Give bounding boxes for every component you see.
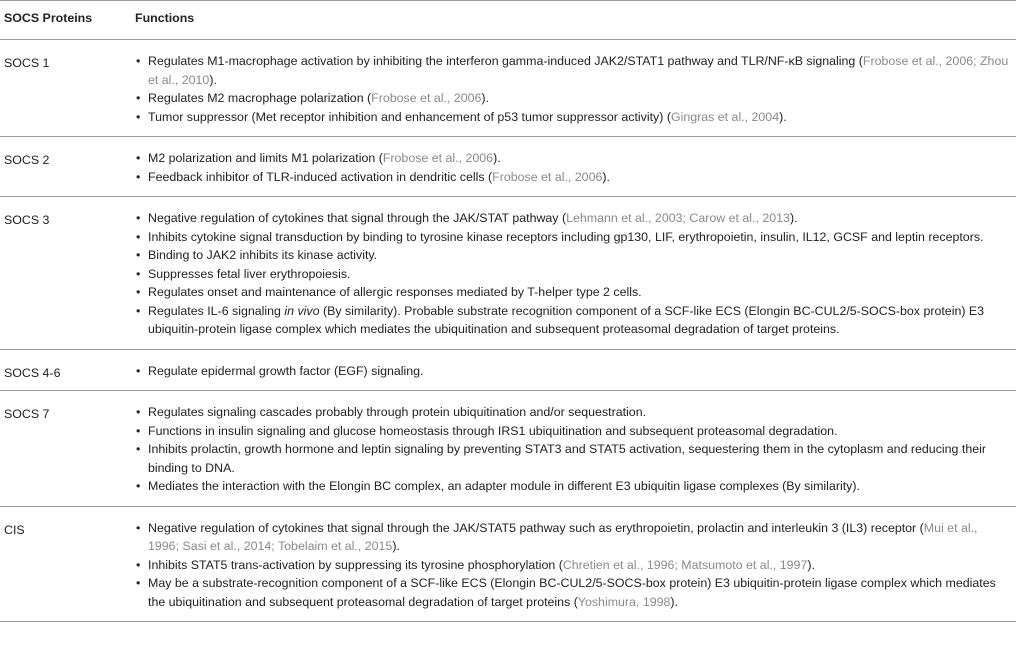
- table-row: [0, 197, 1016, 350]
- bullet-icon: •: [136, 229, 141, 244]
- citation-link[interactable]: Yoshimura, 1998: [577, 594, 671, 609]
- bullet-icon: •: [136, 211, 141, 225]
- bullet-icon: •: [136, 54, 141, 68]
- citation-link[interactable]: Chretien et al., 1996; Matsumoto et al., 1997: [562, 557, 808, 572]
- bullet-icon: •: [136, 423, 141, 438]
- function-text: Binding to JAK2 inhibits its kinase activity.: [148, 248, 378, 262]
- citation-link[interactable]: Gingras et al., 2004: [670, 109, 780, 124]
- function-text-tail: ).: [209, 72, 217, 87]
- function-text-tail: ).: [602, 169, 610, 184]
- citation-link[interactable]: Frobose et al., 2006; Zhou et al., 2010: [148, 54, 1009, 87]
- function-text: Regulates onset and maintenance of allergic responses mediated by T-helper type 2 cells.: [148, 285, 642, 299]
- function-text: Regulates M1-macrophage activation by inhibiting the interferon gamma-induced JAK2/STAT1 pathway and TLR/NF-κB signaling (: [148, 54, 863, 68]
- protein-name: SOCS 4-6: [4, 365, 61, 380]
- table-header-row: [0, 1, 1016, 40]
- function-item: [135, 149, 1010, 168]
- function-text: Mediates the interaction with the Elongin BC complex, an adapter module in different E3 ubiquitin ligase complexes (By similarity).: [148, 479, 860, 493]
- function-cell: [135, 349, 1016, 391]
- function-item: [135, 519, 1010, 556]
- table-row: [0, 137, 1016, 197]
- function-item: [135, 52, 1010, 89]
- function-item: [135, 362, 1010, 381]
- citation-link[interactable]: Lehmann et al., 2003; Carow et al., 2013: [566, 211, 790, 225]
- function-text: May be a substrate-recognition component of a SCF-like ECS (Elongin BC-CUL2/5-SOCS-box protein) E3 ubiquitin-protein ligase complex which mediates the ubiquitination and subsequent proteasomal degradation of target proteins (: [148, 576, 996, 609]
- function-item: [135, 440, 1010, 477]
- table-body: [0, 40, 1016, 622]
- function-item: [135, 265, 1010, 284]
- function-item: [135, 422, 1010, 441]
- function-text-tail: ).: [807, 557, 815, 572]
- citation-link[interactable]: Frobose et al., 2006: [371, 91, 482, 105]
- function-item: [135, 574, 1010, 611]
- citation-link[interactable]: Frobose et al., 2006: [492, 169, 603, 184]
- function-item: [135, 209, 1010, 228]
- function-cell: [135, 391, 1016, 507]
- function-cell: [135, 197, 1016, 350]
- bullet-icon: •: [136, 405, 141, 419]
- function-list: [135, 519, 1010, 612]
- table-row: [0, 40, 1016, 137]
- bullet-icon: •: [136, 520, 141, 535]
- function-item: [135, 403, 1010, 422]
- table-row: [0, 506, 1016, 622]
- protein-name: SOCS 2: [4, 153, 50, 167]
- function-list: [135, 52, 1010, 126]
- function-list: [135, 362, 1010, 381]
- function-text-tail: ).: [392, 539, 400, 553]
- bullet-icon: •: [136, 285, 141, 299]
- function-text: Suppresses fetal liver erythropoiesis.: [148, 266, 351, 281]
- bullet-icon: •: [136, 248, 141, 262]
- function-list: [135, 209, 1010, 339]
- bullet-icon: •: [136, 151, 141, 165]
- protein-name: CIS: [4, 522, 25, 537]
- function-cell: [135, 506, 1016, 622]
- bullet-icon: •: [136, 109, 141, 124]
- function-text: M2 polarization and limits M1 polarization (: [148, 151, 383, 165]
- function-item: [135, 283, 1010, 302]
- function-item: [135, 228, 1010, 247]
- function-text-tail: ).: [481, 91, 489, 105]
- function-text-tail: ).: [789, 211, 798, 225]
- function-text: Regulates IL-6 signaling in vivo (By similarity). Probable substrate recognition component of a SCF-like ECS (Elongin BC-CUL2/5-SOCS-box protein) E3 ubiquitin-protein ligase complex which mediates the ubiquitination and subsequent proteasomal degradation of target proteins.: [148, 303, 985, 336]
- function-text: Feedback inhibitor of TLR-induced activation in dendritic cells (: [148, 169, 493, 184]
- function-text: Regulate epidermal growth factor (EGF) signaling.: [148, 363, 424, 378]
- function-text-tail: ).: [493, 151, 501, 165]
- protein-name: SOCS 3: [4, 213, 50, 227]
- bullet-icon: •: [136, 442, 141, 456]
- function-text-tail: ).: [779, 109, 787, 124]
- function-item: [135, 89, 1010, 108]
- function-item: [135, 477, 1010, 496]
- function-item: [135, 556, 1010, 575]
- function-text: Inhibits STAT5 trans-activation by suppressing its tyrosine phosphorylation (: [148, 557, 563, 572]
- function-text: Negative regulation of cytokines that signal through the JAK/STAT pathway (: [148, 211, 567, 225]
- bullet-icon: •: [136, 557, 141, 572]
- function-text: Regulates M2 macrophage polarization (: [148, 91, 372, 105]
- citation-link[interactable]: Mui et al., 1996; Sasi et al., 2014; Tobelaim et al., 2015: [148, 520, 978, 553]
- function-text: Functions in insulin signaling and glucose homeostasis through IRS1 ubiquitination and subsequent proteasomal degradation.: [148, 423, 838, 438]
- function-text: Negative regulation of cytokines that signal through the JAK/STAT5 pathway such as erythropoietin, prolactin and interleukin 3 (IL3) receptor (: [148, 520, 924, 535]
- table-row: [0, 391, 1016, 507]
- citation-link[interactable]: Frobose et al., 2006: [382, 151, 494, 165]
- function-list: [135, 403, 1010, 496]
- protein-name: SOCS 7: [4, 407, 50, 421]
- function-item: [135, 168, 1010, 187]
- protein-name: SOCS 1: [4, 56, 50, 70]
- function-text-tail: ).: [670, 594, 678, 609]
- function-cell: [135, 40, 1016, 137]
- function-text: Tumor suppressor (Met receptor inhibition and enhancement of p53 tumor suppressor activity) (: [148, 109, 671, 124]
- function-cell: [135, 137, 1016, 197]
- function-item: [135, 246, 1010, 265]
- function-list: [135, 149, 1010, 186]
- table-row: [0, 349, 1016, 391]
- function-text: Inhibits prolactin, growth hormone and leptin signaling by preventing STAT3 and STAT5 activation, sequestering them in the cytoplasm and reducing their binding to DNA.: [148, 442, 986, 475]
- bullet-icon: •: [136, 266, 141, 281]
- function-item: [135, 108, 1010, 127]
- bullet-icon: •: [136, 169, 141, 184]
- bullet-icon: •: [136, 303, 141, 318]
- bullet-icon: •: [136, 576, 141, 590]
- function-text: Inhibits cytokine signal transduction by binding to tyrosine kinase receptors including gp130, LIF, erythropoietin, insulin, IL12, GCSF and leptin receptors.: [148, 229, 984, 244]
- column-header-functions: Functions: [135, 11, 195, 25]
- bullet-icon: •: [136, 363, 141, 378]
- function-item: [135, 302, 1010, 339]
- bullet-icon: •: [136, 479, 141, 493]
- bullet-icon: •: [136, 91, 141, 105]
- function-text: Regulates signaling cascades probably through protein ubiquitination and/or sequestration.: [148, 405, 647, 419]
- column-header-proteins: SOCS Proteins: [4, 11, 93, 25]
